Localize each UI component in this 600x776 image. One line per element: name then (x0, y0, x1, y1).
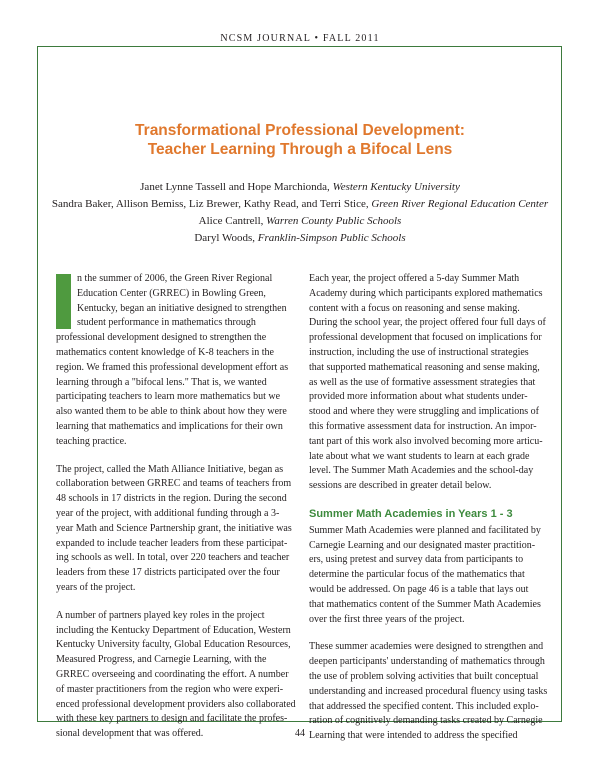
text-line: also wanted them to be able to think about how they were (56, 406, 287, 418)
text-line: year Math and Science Partnership grant, the initiative was (56, 522, 292, 534)
text-line: 48 schools in 17 districts in the region. During the second (56, 493, 287, 505)
text-line: Summer Math Academies were planned and facilitated by (309, 524, 541, 536)
text-line: tant part of this work also involved becoming more articu- (309, 435, 543, 447)
author-names: Daryl Woods, (194, 232, 258, 244)
text-line: level. The Summer Math Academies and the school-day (309, 465, 534, 477)
text-line: the use of problem solving activities that built conceptual (309, 670, 539, 682)
right-column (309, 272, 553, 757)
text-line: stood and where they were struggling and implications of (309, 406, 539, 418)
text-line: would be addressed. On page 46 is a table that lays out (309, 583, 529, 595)
text-line: years of the project. (56, 581, 136, 593)
text-line: GRREC overseeing and coordinating the effort. A number (56, 668, 289, 680)
text-line: mathematics content knowledge of K-8 teachers in the (56, 346, 274, 358)
author-affiliation: Warren County Public Schools (266, 215, 402, 227)
text-line: ing schools as well. In total, over 220 teachers and teacher (56, 552, 290, 564)
text-line: that addressed the specified content. This included explo- (309, 700, 539, 712)
author-line (0, 230, 600, 247)
author-line (0, 213, 600, 230)
text-line: as well as the use of formative assessment strategies that (309, 376, 536, 388)
overview-paragraph (309, 272, 553, 494)
partners-paragraph (56, 609, 300, 742)
author-block (0, 179, 600, 247)
academies-paragraph (309, 524, 553, 628)
text-line: ration of cognitively demanding tasks created by Carnegie (309, 715, 543, 727)
text-line: professional development designed to strengthen the (56, 332, 267, 344)
text-line: over the first three years of the project. (309, 613, 465, 625)
text-line: Each year, the project offered a 5-day Summer Math (309, 273, 520, 284)
text-line: Education Center (GRREC) in Bowling Green, (77, 287, 266, 299)
text-line: region. We framed this professional development effort as (56, 361, 289, 373)
section-heading: Summer Math Academies in Years 1 - 3 (309, 507, 513, 520)
text-line: with these key partners to design and facilitate the profes- (56, 713, 288, 725)
text-line: learning through a "bifocal lens." That is, we wanted (56, 376, 267, 388)
article-title (0, 121, 600, 159)
text-line: that supported mathematical reasoning and sense making, (309, 361, 540, 373)
text-line: year of the project, with additional funding through a 3- (56, 507, 280, 519)
text-line: sional development that was offered. (56, 728, 204, 740)
text-line: student performance in mathematics through (77, 317, 256, 329)
title-line-2: Teacher Learning Through a Bifocal Lens (147, 141, 453, 158)
text-line: deepen participants' understanding of mathematics through (309, 656, 545, 668)
author-affiliation: Franklin-Simpson Public Schools (257, 232, 406, 244)
text-line: content with a focus on reasoning and sense making. (309, 302, 520, 314)
text-line: instruction, including the use of instructional strategies (309, 346, 529, 358)
text-line: enced professional development providers also collaborated (56, 698, 296, 710)
author-affiliation: Western Kentucky University (332, 181, 460, 193)
text-line: determine the particular focus of the mathematics that (309, 569, 525, 581)
text-line: collaboration between GRREC and teams of teachers from (56, 478, 292, 490)
author-line (0, 179, 600, 196)
text-line: During the school year, the project offered four full days of (309, 317, 546, 329)
intro-paragraph (56, 272, 300, 450)
author-names: Alice Cantrell, (198, 215, 267, 227)
title-line-1: Transformational Professional Development: (135, 122, 465, 139)
text-line: The project, called the Math Alliance Initiative, began as (56, 463, 284, 475)
page-number: 44 (295, 728, 305, 739)
text-line: ers, using pretest and survey data from participants to (309, 554, 524, 566)
author-names: Janet Lynne Tassell and Hope Marchionda, (140, 181, 333, 193)
intro-rest (56, 331, 300, 449)
text-line: of master practitioners from the region who were experi- (56, 683, 284, 695)
text-line: Learning that were intended to address the specified (309, 730, 518, 742)
text-line: participating teachers to learn more mathematics but we (56, 391, 281, 403)
text-line: learning that mathematics and implications for their own (56, 420, 283, 432)
text-line: professional development that focused on implications for (309, 332, 542, 344)
text-line: teaching practice. (56, 435, 127, 447)
author-line (0, 196, 600, 213)
text-line: this formative assessment data for instruction. An impor- (309, 420, 537, 432)
project-paragraph (56, 463, 300, 596)
author-affiliation: Green River Regional Education Center (371, 198, 549, 210)
text-line: Academy during which participants explored mathematics (309, 287, 543, 299)
text-line: These summer academies were designed to strengthen and (309, 641, 544, 653)
text-line: n the summer of 2006, the Green River Regional (77, 273, 273, 284)
text-line: Measured Progress, and Carnegie Learning, with the (56, 654, 267, 666)
capped-lines (56, 272, 300, 331)
running-head: NCSM JOURNAL • FALL 2011 (220, 33, 380, 44)
text-line: understanding and increased procedural fluency using tasks (309, 685, 548, 697)
drop-cap (56, 274, 71, 329)
text-line: that mathematics content of the Summer Math Academies (309, 598, 541, 610)
text-line: A number of partners played key roles in the project (56, 609, 265, 621)
text-line: Kentucky, began an initiative designed to strengthen (77, 302, 287, 314)
text-line: late about what we want students to learn at each grade (309, 450, 530, 462)
text-line: expanded to include teacher leaders from these participat- (56, 537, 288, 549)
text-line: sessions are described in greater detail below. (309, 480, 492, 492)
text-line: including the Kentucky Department of Education, Western (56, 624, 291, 636)
text-line: Kentucky University faculty, Global Education Resources, (56, 639, 291, 651)
text-line: provided more information about what students under- (309, 391, 528, 403)
left-column (56, 272, 300, 755)
author-names: Sandra Baker, Allison Bemiss, Liz Brewer, Kathy Read, and Terri Stice, (51, 198, 372, 210)
text-line: leaders from these 17 districts participated over the four (56, 567, 280, 579)
text-line: Carnegie Learning and our designated master practition- (309, 539, 536, 551)
